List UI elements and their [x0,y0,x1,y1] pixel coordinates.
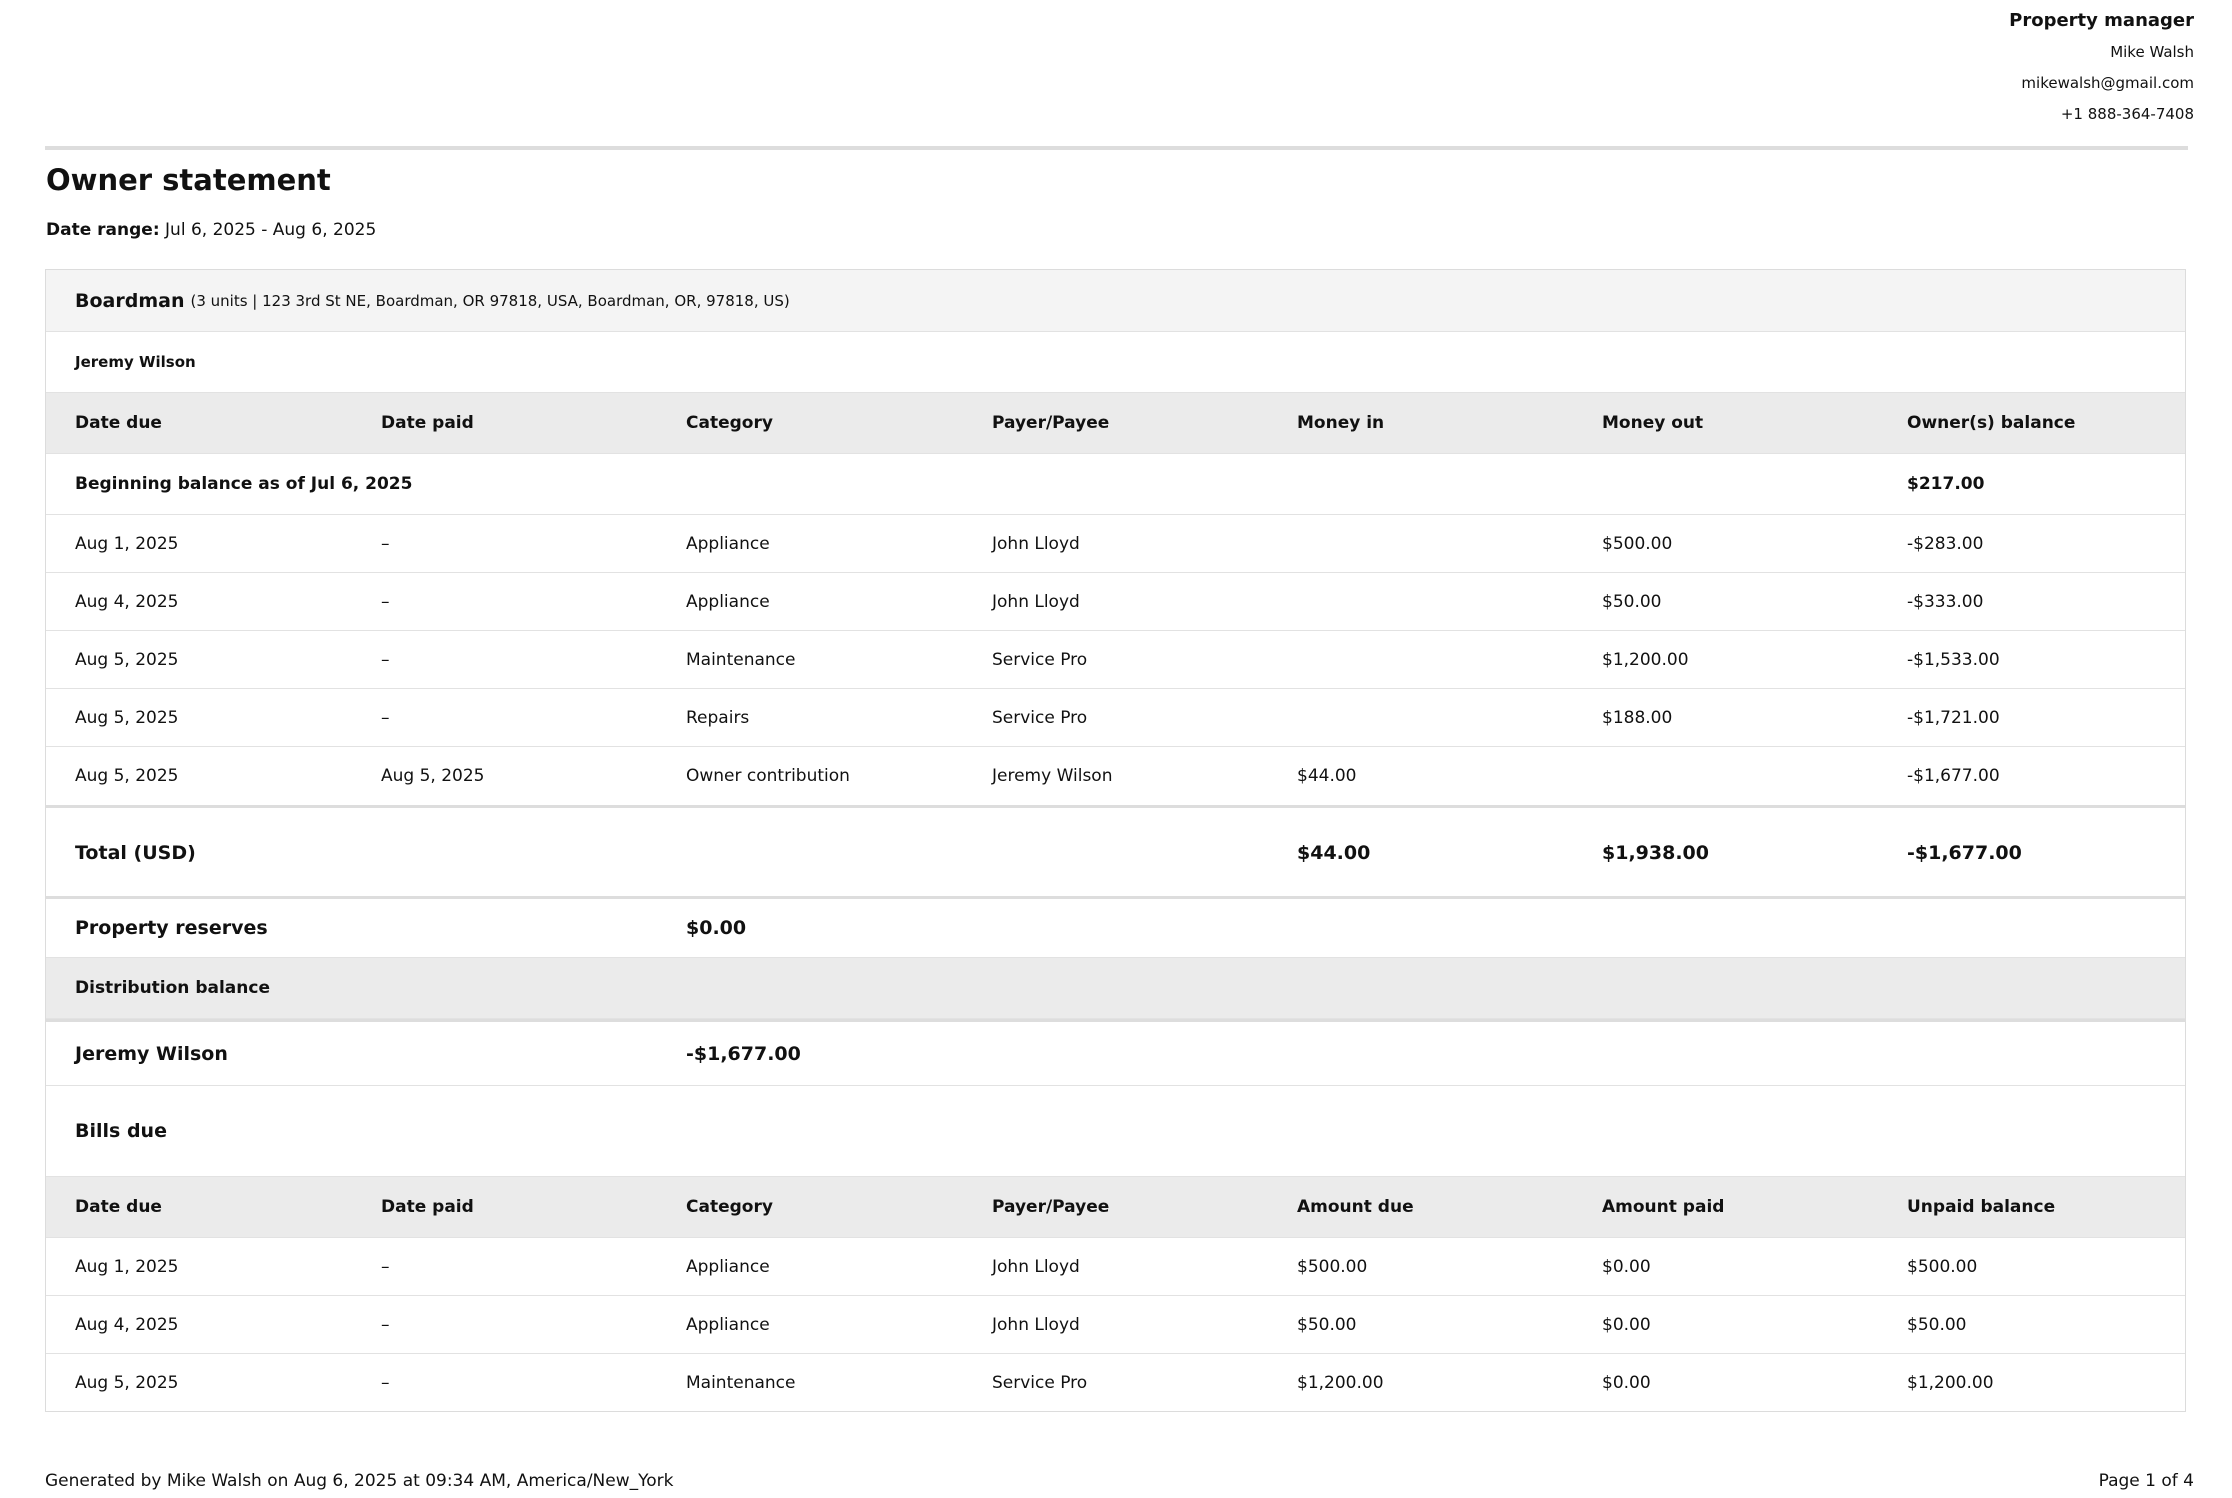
payer-payee: Jeremy Wilson [992,766,1113,786]
date-due: Aug 5, 2025 [75,1372,179,1393]
payer-payee: Service Pro [992,707,1088,728]
distribution-row [46,1019,2185,1086]
col-payer-payee: Payer/Payee [992,413,1110,433]
beginning-balance-value: $217.00 [1907,474,1985,494]
date-due: Aug 1, 2025 [75,533,179,554]
property-header [46,270,2185,332]
distribution-owner: Jeremy Wilson [75,1042,228,1065]
owner-balance: -$1,677.00 [1907,766,2000,786]
amount-due: $1,200.00 [1297,1372,1384,1393]
category: Appliance [686,1256,770,1277]
date-range-label: Date range: [46,220,160,240]
table-row [46,1354,2185,1411]
table-row [46,1296,2185,1354]
amount-paid: $0.00 [1602,1372,1651,1393]
generated-by-footer: Generated by Mike Walsh on Aug 6, 2025 at 09:34 AM, America/New_York [45,1471,674,1491]
property-details: (3 units | 123 3rd St NE, Boardman, OR 97818, USA, Boardman, OR, 97818, US) [190,291,790,310]
category: Maintenance [686,1372,796,1393]
date-due: Aug 4, 2025 [75,591,179,612]
col-date-paid: Date paid [381,1197,474,1217]
category: Appliance [686,591,770,612]
amount-due: $500.00 [1297,1256,1368,1277]
owner-row [46,332,2185,393]
table-row [46,747,2185,805]
page-number: Page 1 of 4 [2098,1471,2194,1491]
date-paid: – [381,591,390,612]
owner-balance: -$1,533.00 [1907,649,2000,670]
beginning-balance-label: Beginning balance as of Jul 6, 2025 [75,474,413,494]
date-paid: – [381,1372,390,1393]
bills-due-heading-row [46,1086,2185,1177]
owner-balance: -$333.00 [1907,591,1984,612]
unpaid-balance: $50.00 [1907,1314,1967,1335]
col-money-in: Money in [1297,413,1385,433]
col-date-paid: Date paid [381,413,474,433]
beginning-balance-row [46,454,2185,515]
money-out: $188.00 [1602,707,1673,728]
owner-balance: -$283.00 [1907,533,1984,554]
bills-header [46,1177,2185,1238]
money-out: $50.00 [1602,591,1662,612]
col-date-due: Date due [75,1197,162,1217]
total-label: Total (USD) [75,842,196,864]
money-out: $1,200.00 [1602,649,1689,670]
date-range-value: Jul 6, 2025 - Aug 6, 2025 [165,220,377,240]
reserves-label: Property reserves [75,917,268,939]
col-amount-due: Amount due [1297,1197,1414,1217]
col-money-out: Money out [1602,413,1704,433]
table-row [46,1238,2185,1296]
date-due: Aug 5, 2025 [75,766,179,786]
manager-name: Mike Walsh [2110,43,2194,61]
col-owner-balance: Owner(s) balance [1907,413,2076,433]
col-date-due: Date due [75,413,162,433]
category: Owner contribution [686,766,850,786]
unpaid-balance: $1,200.00 [1907,1372,1994,1393]
date-due: Aug 5, 2025 [75,707,179,728]
date-paid: – [381,533,390,554]
owner-balance: -$1,721.00 [1907,707,2000,728]
payer-payee: Service Pro [992,1372,1088,1393]
page-title: Owner statement [46,163,331,197]
payer-payee: Service Pro [992,649,1088,670]
total-owner-balance: -$1,677.00 [1907,842,2022,864]
totals-row [46,805,2185,898]
money-in: $44.00 [1297,766,1357,786]
date-paid: – [381,707,390,728]
table-row [46,689,2185,747]
date-paid: – [381,649,390,670]
total-money-out: $1,938.00 [1602,842,1709,864]
transactions-header [46,393,2185,454]
property-reserves-row [46,896,2185,958]
amount-paid: $0.00 [1602,1314,1651,1335]
date-due: Aug 1, 2025 [75,1256,179,1277]
owner-name: Jeremy Wilson [75,353,196,371]
payer-payee: John Lloyd [992,533,1080,554]
bills-due-title: Bills due [75,1120,167,1142]
header-divider [45,146,2188,150]
amount-due: $50.00 [1297,1314,1357,1335]
payer-payee: John Lloyd [992,1314,1080,1335]
category: Appliance [686,533,770,554]
table-row [46,515,2185,573]
property-name: Boardman [75,289,185,312]
category: Repairs [686,707,750,728]
date-paid: – [381,1314,390,1335]
table-row [46,631,2185,689]
distribution-label: Distribution balance [75,978,270,998]
date-paid: – [381,1256,390,1277]
statement-table [45,269,2186,1412]
amount-paid: $0.00 [1602,1256,1651,1277]
payer-payee: John Lloyd [992,591,1080,612]
date-paid: Aug 5, 2025 [381,766,485,786]
unpaid-balance: $500.00 [1907,1256,1978,1277]
date-due: Aug 4, 2025 [75,1314,179,1335]
col-payer-payee: Payer/Payee [992,1197,1110,1217]
date-due: Aug 5, 2025 [75,649,179,670]
col-amount-paid: Amount paid [1602,1197,1725,1217]
category: Maintenance [686,649,796,670]
total-money-in: $44.00 [1297,842,1371,864]
col-category: Category [686,413,773,433]
table-row [46,573,2185,631]
col-unpaid-balance: Unpaid balance [1907,1197,2056,1217]
money-out: $500.00 [1602,533,1673,554]
distribution-value: -$1,677.00 [686,1042,801,1065]
manager-heading: Property manager [2009,10,2194,31]
manager-phone: +1 888-364-7408 [2060,105,2194,123]
property-manager-block [2009,10,2194,135]
distribution-header [46,958,2185,1019]
date-range [46,220,376,240]
manager-email: mikewalsh@gmail.com [2021,74,2194,92]
reserves-value: $0.00 [686,917,747,939]
payer-payee: John Lloyd [992,1256,1080,1277]
category: Appliance [686,1314,770,1335]
col-category: Category [686,1197,773,1217]
